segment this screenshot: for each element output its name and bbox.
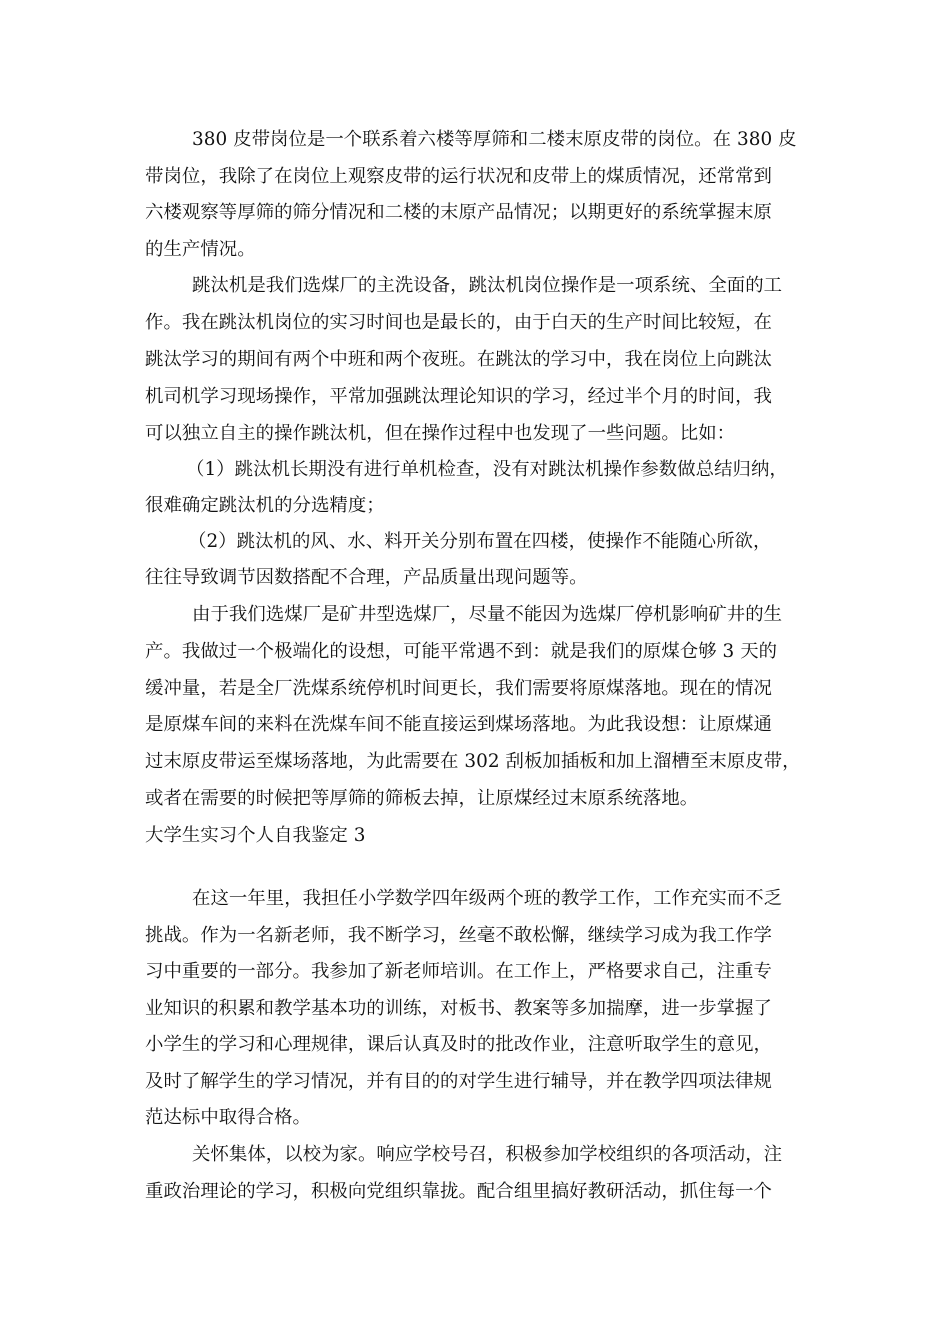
text-line: （1）跳汰机长期没有进行单机检查，没有对跳汰机操作参数做总结归纳， [186,459,788,480]
text-line: 机司机学习现场操作，平常加强跳汰理论知识的学习，经过半个月的时间，我 [145,386,772,407]
text-line: 重政治理论的学习，积极向党组织靠拢。配合组里搞好教研活动，抓住每一个 [145,1181,772,1202]
text-line: 带岗位，我除了在岗位上观察皮带的运行状况和皮带上的煤质情况，还常常到 [145,166,772,187]
text-line: 由于我们选煤厂是矿井型选煤厂，尽量不能因为选煤厂停机影响矿井的生 [192,604,783,625]
text-line: 可以独立自主的操作跳汰机，但在操作过程中也发现了一些问题。比如： [145,423,736,444]
text-line: 或者在需要的时候把等厚筛的筛板去掉，让原煤经过末原系统落地。 [145,788,699,809]
text-line: 关怀集体，以校为家。响应学校号召，积极参加学校组织的各项活动，注 [192,1144,783,1165]
text-line: 挑战。作为一名新老师，我不断学习，丝毫不敢松懈，继续学习成为我工作学 [145,925,772,946]
text-line: 380 皮带岗位是一个联系着六楼等厚筛和二楼末原皮带的岗位。在 380 皮 [192,129,797,150]
text-line: 范达标中取得合格。 [145,1107,311,1128]
text-line: 六楼观察等厚筛的筛分情况和二楼的末原产品情况；以期更好的系统掌握末原 [145,202,772,223]
text-line: 产。我做过一个极端化的设想，可能平常遇不到：就是我们的原煤仓够 3 天的 [145,641,778,662]
text-line: 往往导致调节因数搭配不合理，产品质量出现问题等。 [145,567,588,588]
text-line: （2）跳汰机的风、水、料开关分别布置在四楼，使操作不能随心所欲， [188,531,772,552]
text-line: 作。我在跳汰机岗位的实习时间也是最长的，由于白天的生产时间比较短，在 [145,312,772,333]
text-line: 在这一年里，我担任小学数学四年级两个班的教学工作，工作充实而不乏 [192,888,783,909]
text-line: 很难确定跳汰机的分选精度； [145,495,385,516]
text-line: 业知识的积累和教学基本功的训练，对板书、教案等多加揣摩，进一步掌握了 [145,998,772,1019]
text-line: 缓冲量，若是全厂洗煤系统停机时间更长，我们需要将原煤落地。现在的情况 [145,678,772,699]
text-line: 跳汰机是我们选煤厂的主洗设备，跳汰机岗位操作是一项系统、全面的工 [192,275,783,296]
text-line: 习中重要的一部分。我参加了新老师培训。在工作上，严格要求自己，注重专 [145,961,772,982]
text-line: 及时了解学生的学习情况，并有目的的对学生进行辅导，并在教学四项法律规 [145,1071,772,1092]
section-heading: 大学生实习个人自我鉴定 3 [145,825,366,846]
text-line: 的生产情况。 [145,239,256,260]
text-line: 是原煤车间的来料在洗煤车间不能直接运到煤场落地。为此我设想：让原煤通 [145,714,772,735]
text-line: 跳汰学习的期间有两个中班和两个夜班。在跳汰的学习中，我在岗位上向跳汰 [145,349,772,370]
text-line: 过末原皮带运至煤场落地，为此需要在 302 刮板加插板和加上溜槽至末原皮带， [145,751,801,772]
text-line: 小学生的学习和心理规律，课后认真及时的批改作业，注意听取学生的意见， [145,1034,772,1055]
